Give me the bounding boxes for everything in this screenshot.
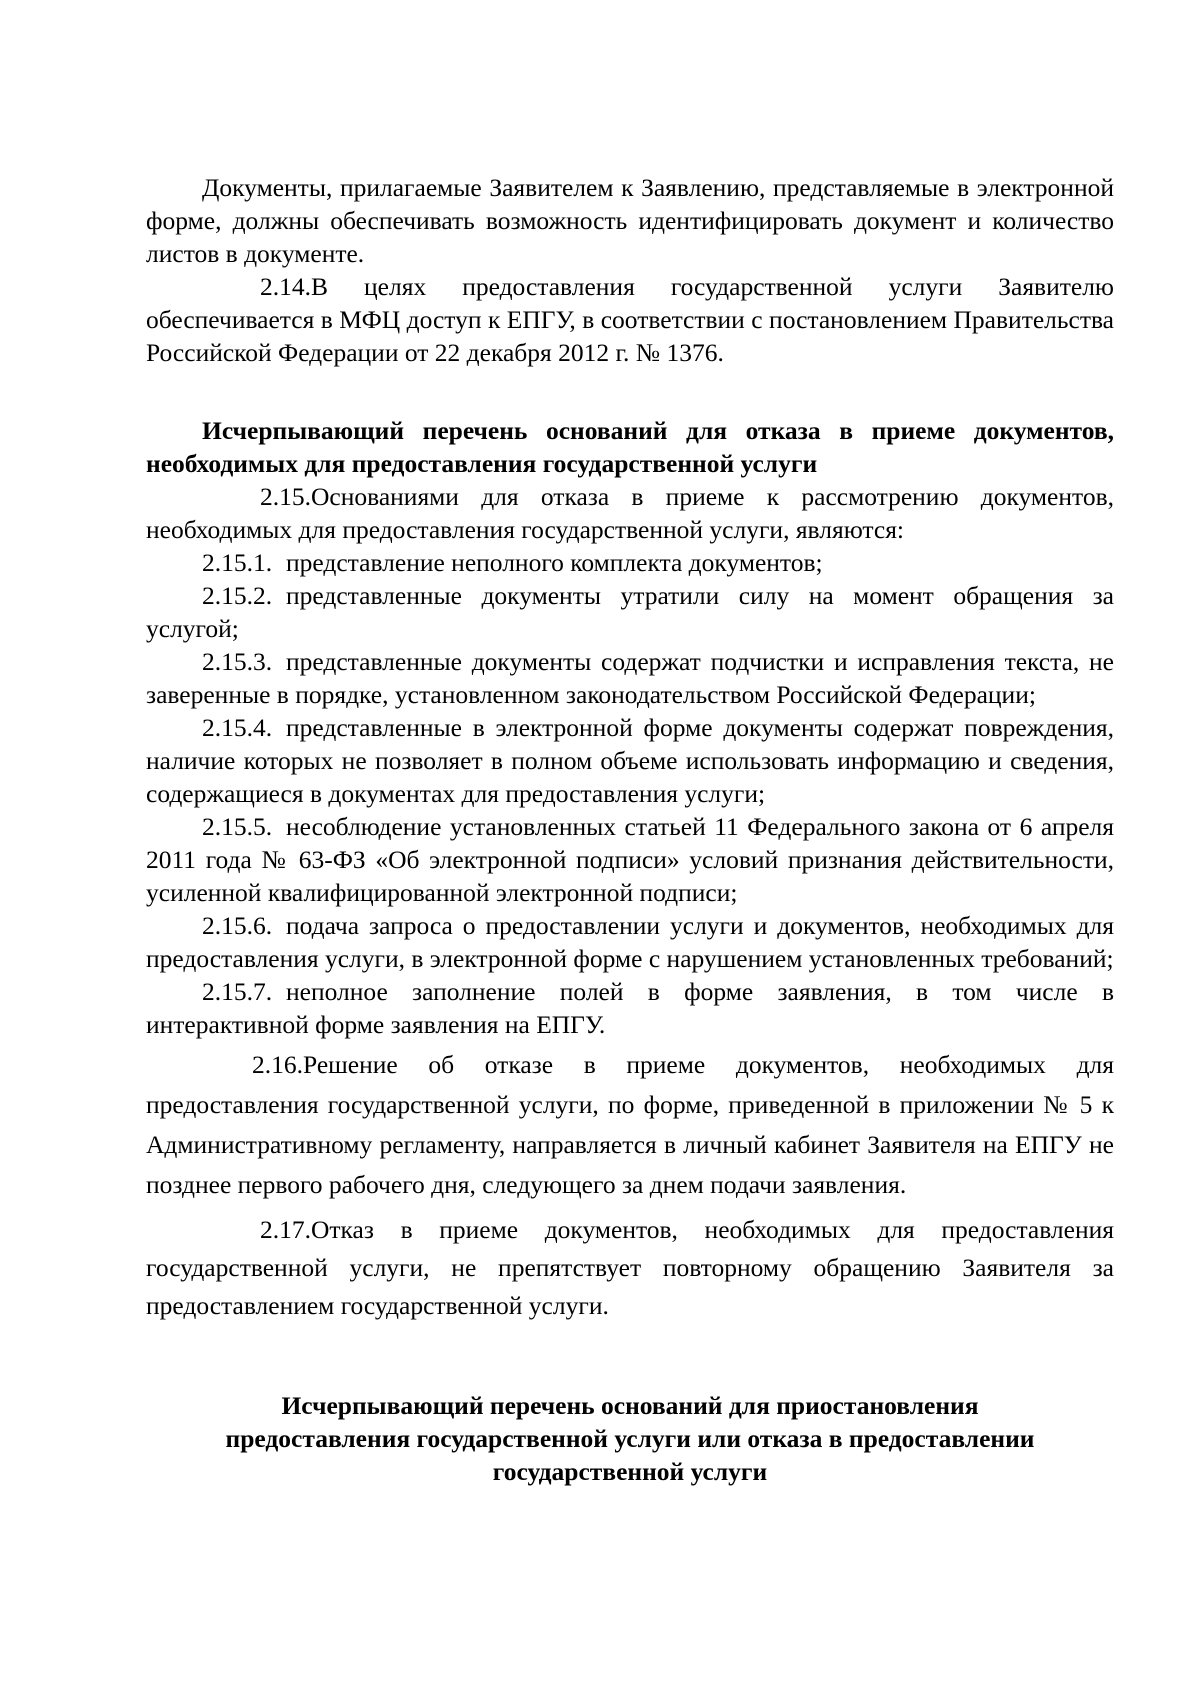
paragraph-documents: Документы, прилагаемые Заявителем к Заявлению, представляемые в электронной форме, должны обеспечивать возможность идентифицировать документ и количество листов в документе. [146, 173, 1114, 268]
section-heading-line: государственной услуги [492, 1457, 768, 1486]
paragraph-2-15: 2.15.Основаниями для отказа в приеме к рассмотрению документов, необходимых для предоставления государственной услуги, являются: [146, 482, 1114, 544]
list-item-text: представленные документы утратили силу на момент обращения за услугой; [146, 581, 1114, 643]
list-item-text: представление неполного комплекта документов; [286, 548, 823, 577]
list-item-number: 2.15.2. [202, 581, 273, 610]
list-item-number: 2.15.6. [202, 911, 273, 940]
section-heading-line: Исчерпывающий перечень оснований для приостановления [281, 1391, 979, 1420]
document-body [146, 171, 1114, 1488]
list-item [146, 975, 1114, 1041]
paragraph-2-14: 2.14.В целях предоставления государственной услуги Заявителю обеспечивается в МФЦ доступ к ЕПГУ, в соответствии с постановлением Правительства Российской Федерации от 22 декабря 2012 г. № 1376. [146, 272, 1114, 367]
list-item-text: неполное заполнение полей в форме заявления, в том числе в интерактивной форме заявления на ЕПГУ. [146, 977, 1114, 1039]
paragraph-2-16: 2.16.Решение об отказе в приеме документов, необходимых для предоставления государственной услуги, по форме, приведенной в приложении № 5 к Административному регламенту, направляется в личный кабинет Заявителя на ЕПГУ не позднее первого рабочего дня, следующего за днем подачи заявления. [146, 1050, 1114, 1199]
list-item [146, 579, 1114, 645]
list-item-number: 2.15.5. [202, 812, 273, 841]
paragraph-2-17: 2.17.Отказ в приеме документов, необходимых для предоставления государственной услуги, не препятствует повторному обращению Заявителя за предоставлением государственной услуги. [146, 1215, 1114, 1320]
section-heading-refusal-acceptance: Исчерпывающий перечень оснований для отказа в приеме документов, необходимых для предоставления государственной услуги [146, 416, 1114, 478]
list-item-text: несоблюдение установленных статьей 11 Федерального закона от 6 апреля 2011 года № 63-ФЗ «Об электронной подписи» условий признания действительности, усиленной квалифицированной электронной подписи; [146, 812, 1114, 907]
list-item [146, 810, 1114, 909]
list-item-number: 2.15.4. [202, 713, 273, 742]
list-item [146, 645, 1114, 711]
list-item [146, 909, 1114, 975]
list-item-number: 2.15.1. [202, 548, 273, 577]
list-item-number: 2.15.3. [202, 647, 273, 676]
list-item [146, 711, 1114, 810]
list-item-number: 2.15.7. [202, 977, 273, 1006]
list-item [146, 546, 1114, 579]
list-item-text: представленные в электронной форме документы содержат повреждения, наличие которых не позволяет в полном объеме использовать информацию и сведения, содержащиеся в документах для предоставления услуги; [146, 713, 1114, 808]
grounds-list [146, 546, 1114, 1041]
list-item-text: представленные документы содержат подчистки и исправления текста, не заверенные в порядке, установленном законодательством Российской Федерации; [146, 647, 1114, 709]
list-item-text: подача запроса о предоставлении услуги и документов, необходимых для предоставления услуги, в электронной форме с нарушением установленных требований; [146, 911, 1114, 973]
section-heading-suspension [146, 1389, 1114, 1488]
section-heading-line: предоставления государственной услуги или отказа в предоставлении [225, 1424, 1035, 1453]
